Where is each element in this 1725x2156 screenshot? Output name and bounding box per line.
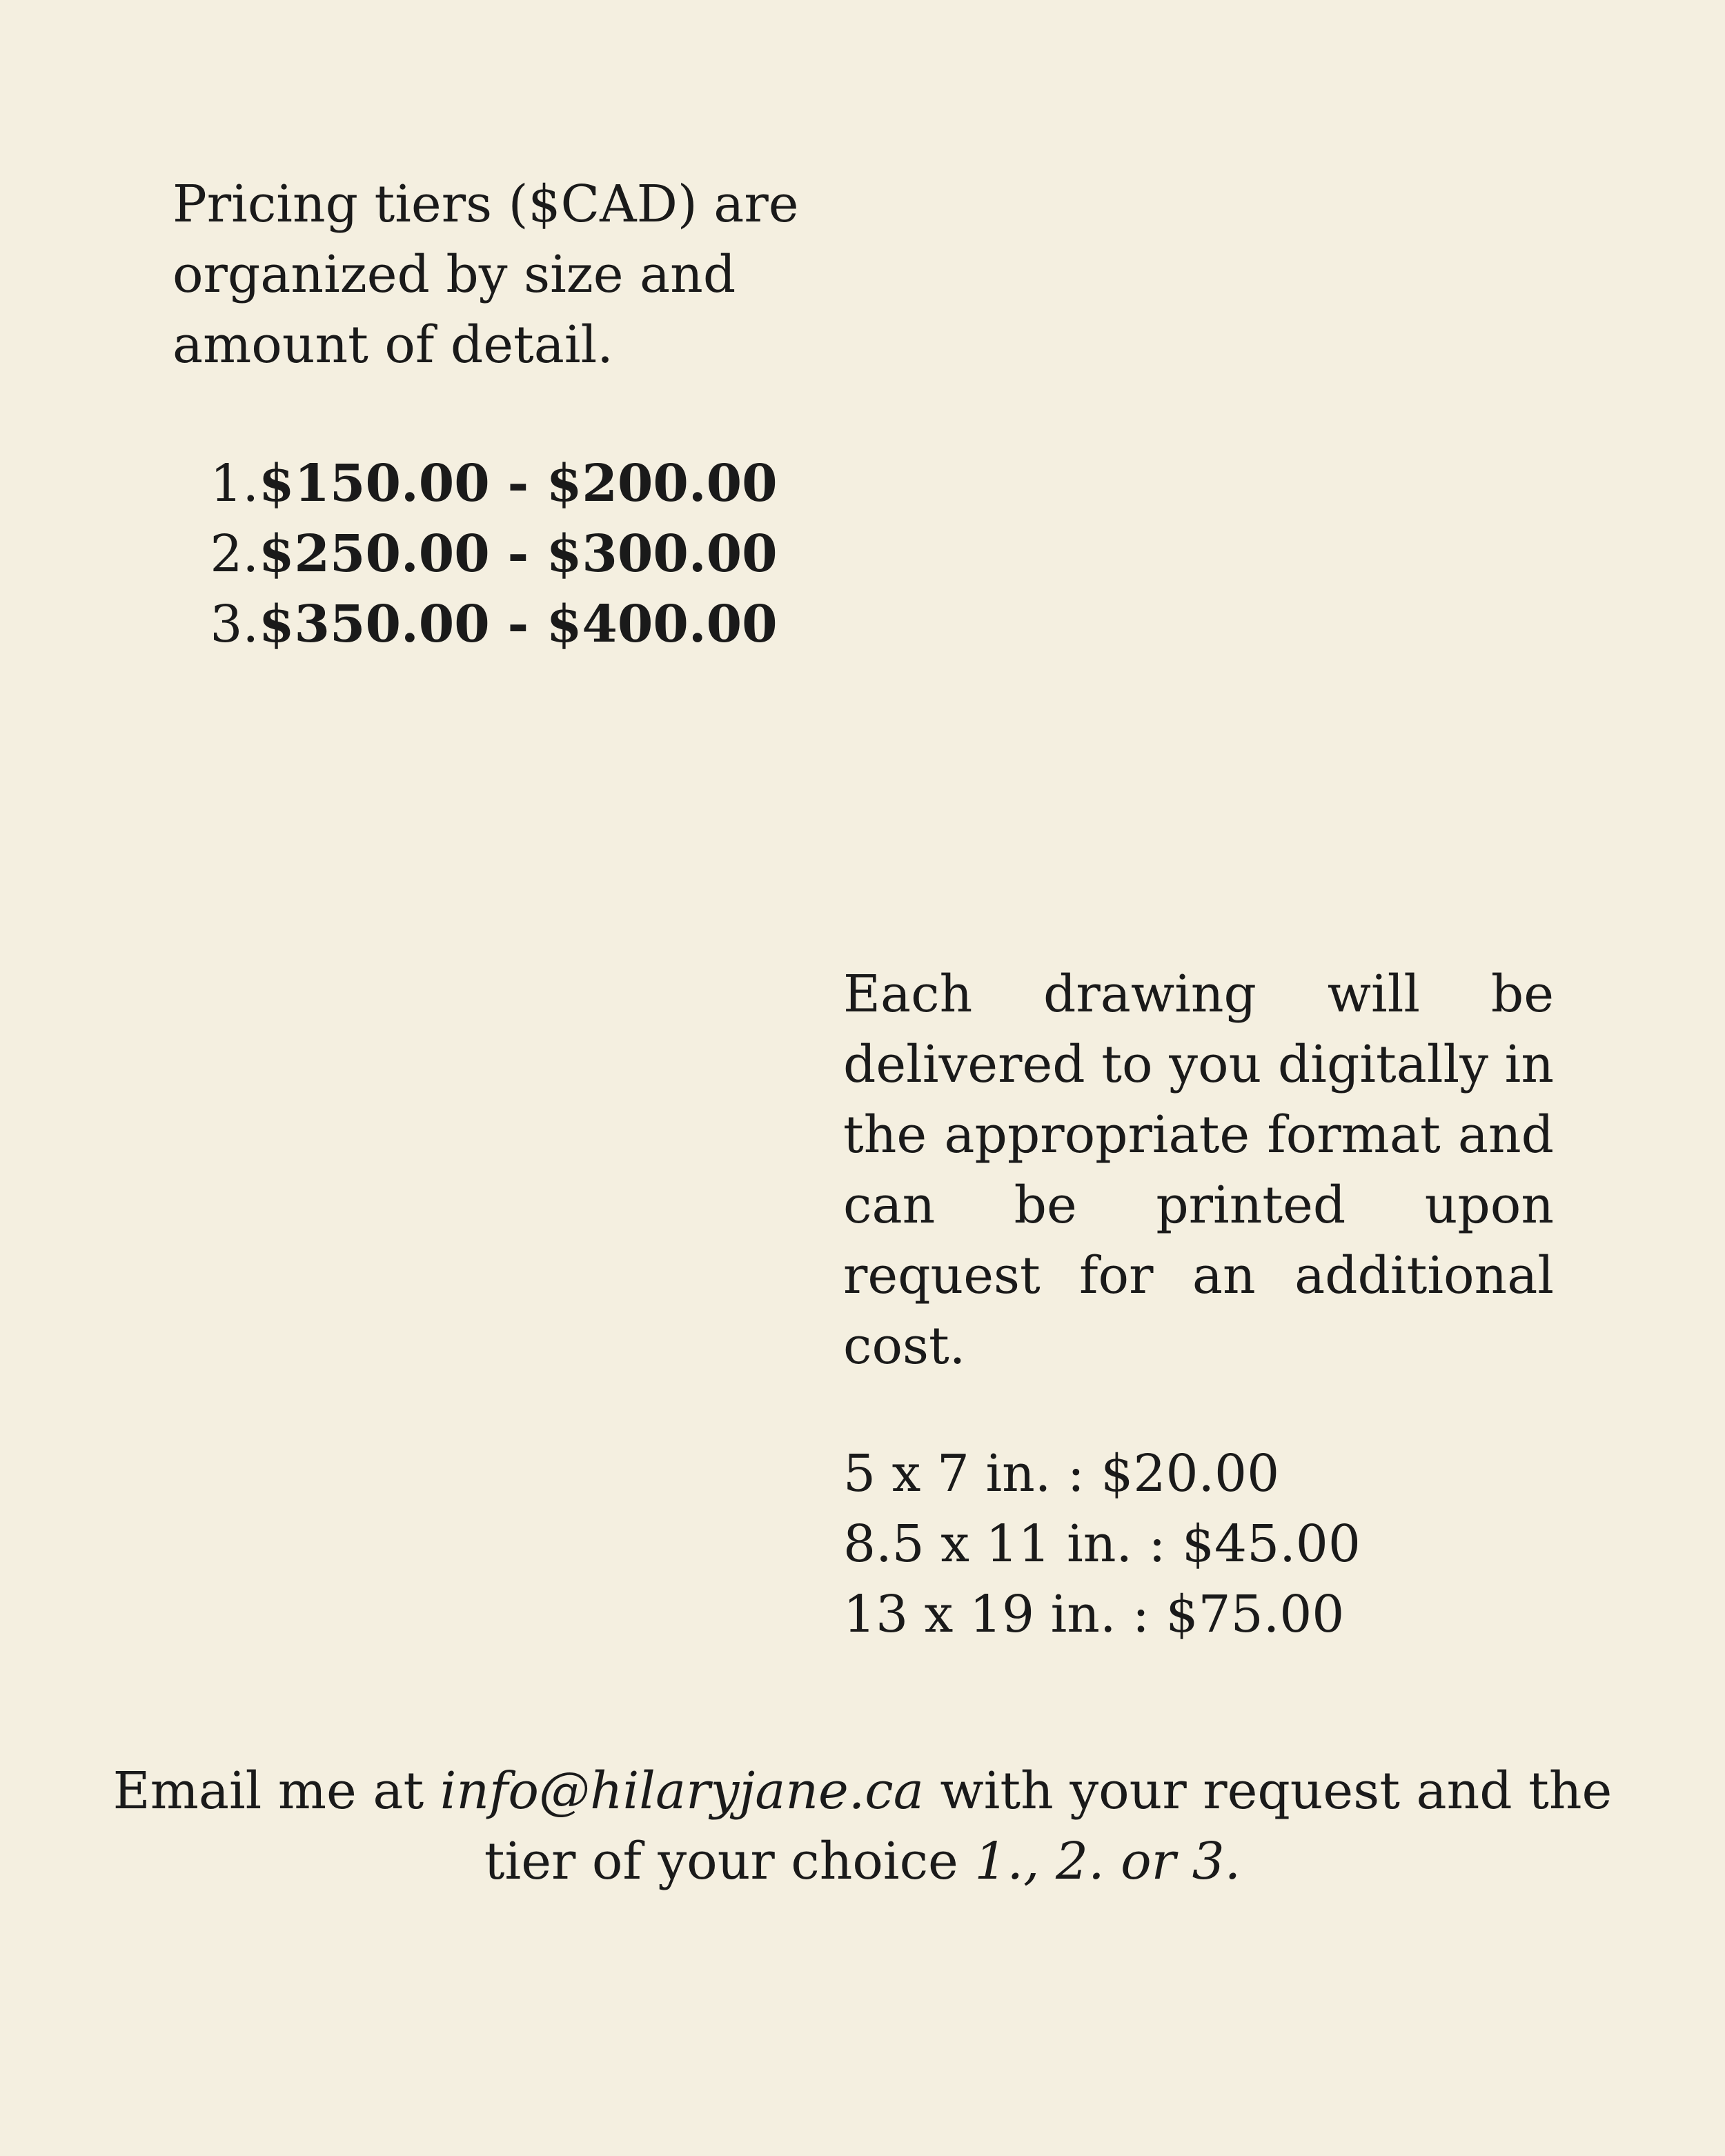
print-size-item: 13 x 19 in. : $75.00 — [843, 1585, 1345, 1644]
tier-price-range: $150.00 - $200.00 — [259, 454, 778, 513]
tier-number: 1. — [210, 454, 259, 513]
tier-number: 2. — [210, 524, 259, 584]
tier-price-range: $250.00 - $300.00 — [259, 524, 778, 584]
print-size-item: 5 x 7 in. : $20.00 — [843, 1444, 1280, 1503]
tier-item — [172, 448, 778, 519]
contact-prefix: Email me at — [112, 1761, 440, 1821]
contact-email: info@hilaryjane.ca — [440, 1761, 924, 1821]
tier-number: 3. — [210, 595, 259, 654]
print-size-item: 8.5 x 11 in. : $45.00 — [843, 1514, 1361, 1574]
print-price-list — [843, 1438, 1361, 1650]
pricing-intro: Pricing tiers ($CAD) are organized by size and amount of detail. — [172, 175, 799, 375]
tier-price-range: $350.00 - $400.00 — [259, 595, 778, 654]
delivery-info: Each drawing will be delivered to you digitally in the appropriate format and can be printed upon request for an additional cost. — [843, 965, 1554, 1376]
contact-middle: with your request and the tier of your choice — [484, 1761, 1613, 1891]
tier-item — [172, 589, 778, 660]
contact-instructions — [103, 1756, 1621, 1897]
tier-choices: 1., 2. or 3. — [974, 1832, 1241, 1891]
pricing-tier-list — [172, 448, 778, 660]
tier-item — [172, 519, 778, 589]
